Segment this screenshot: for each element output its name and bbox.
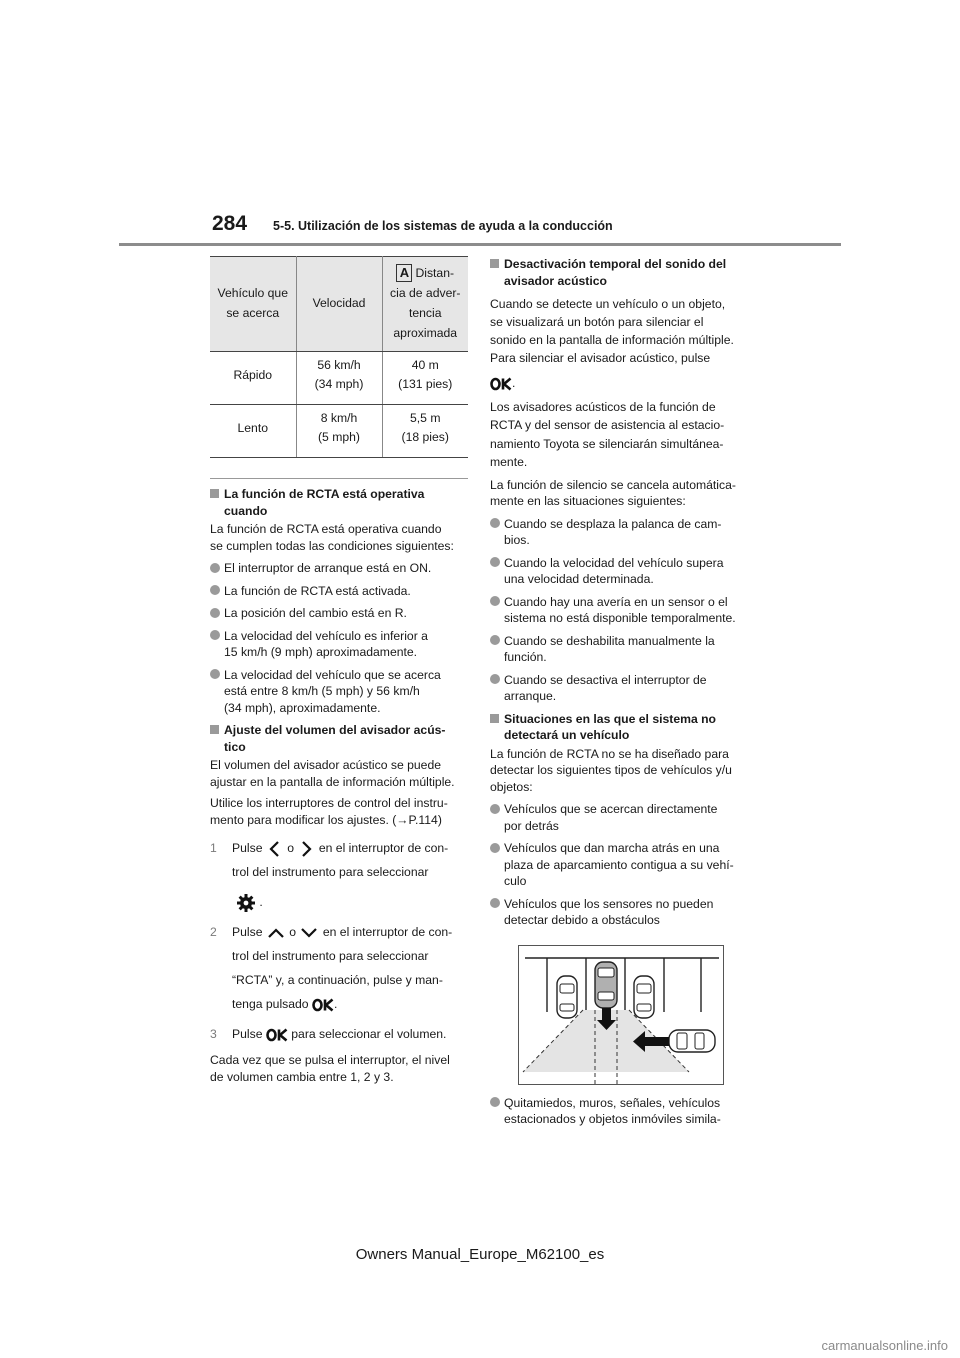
gear-icon [236, 893, 256, 913]
paragraph: La función de RCTA está operativa cuando se cumplen todas las condiciones siguientes: [210, 522, 454, 553]
chevron-left-icon [266, 839, 284, 859]
approaching-car [669, 1030, 715, 1052]
table-header-vehicle: Vehículo que se acerca [210, 257, 296, 352]
bullet-icon [490, 518, 500, 528]
heading-square-icon [210, 725, 219, 734]
list-item: Vehículos que se acercan directamente por detrás [490, 801, 752, 834]
list-item: Cuando hay una avería en un sensor o el sistema no está disponible temporalmente. [490, 594, 752, 627]
table-cell-speed: 8 km/h (5 mph) [296, 405, 382, 458]
list-item: Vehículos que los sensores no pueden detectar debido a obstáculos [490, 896, 752, 929]
heading-rcta-operation: La función de RCTA está operativa cuando [210, 486, 468, 519]
heading-square-icon [210, 489, 219, 498]
list-item: Vehículos que dan marcha atrás en una plaza de aparcamiento contigua a su vehí- culo [490, 840, 752, 890]
bullet-icon [210, 585, 220, 595]
bullet-icon [490, 1097, 500, 1107]
bullet-icon [210, 669, 220, 679]
list-item: Cuando se deshabilita manualmente la función. [490, 633, 752, 666]
bullet-icon [490, 557, 500, 567]
bullet-icon [490, 843, 500, 853]
list-item: La posición del cambio está en R. [210, 605, 468, 622]
watermark[interactable]: carmanualsonline.info [821, 1338, 948, 1353]
list-item: Cuando se desactiva el interruptor de arranque. [490, 672, 752, 705]
step-number: 1 [210, 841, 217, 855]
list-item: Quitamiedos, muros, señales, vehículos estacionados y objetos inmóviles simila- [490, 1095, 752, 1128]
step-number: 3 [210, 1027, 217, 1041]
heading-volume-adjust: Ajuste del volumen del avisador acús- tico [210, 722, 468, 755]
running-head: 5-5. Utilización de los sistemas de ayuda a la conducción [273, 219, 613, 233]
ok-icon [490, 377, 512, 391]
paragraph: El volumen del avisador acústico se puede ajustar en la pantalla de información múltiple. [210, 758, 455, 789]
table-row [210, 352, 468, 405]
list-item: La función de RCTA está activada. [210, 583, 468, 600]
ok-icon [312, 998, 334, 1012]
paragraph: Los avisadores acústicos de la función de RCTA y del sensor de asistencia al estacio- namiento Toyota se silenciarán simultánea- mente. [490, 399, 725, 469]
table-cell-vehicle: Rápido [210, 352, 296, 405]
own-vehicle [595, 962, 617, 1008]
step-number: 2 [210, 925, 217, 939]
parking-diagram-svg [519, 946, 723, 1084]
footer-manual-id: Owners Manual_Europe_M62100_es [355, 1246, 605, 1263]
list-item: Cuando se desplaza la palanca de cam- bios. [490, 516, 752, 549]
table-cell-distance: 5,5 m (18 pies) [382, 405, 468, 458]
section-divider [210, 478, 468, 479]
bullet-icon [490, 898, 500, 908]
bullet-icon [490, 804, 500, 814]
list-item: Cuando la velocidad del vehículo supera una velocidad determinada. [490, 555, 752, 588]
bullet-icon [490, 596, 500, 606]
paragraph: La función de silencio se cancela automática- mente en las situaciones siguientes: [490, 477, 736, 508]
right-column: Desactivación temporal del sonido del avisador acústico Cuando se detecte un vehículo o un objeto, se visualizará un botón para silenciar el sonido en la pantalla de información múltiple. Para silenciar el avisador acústico, pulse . Los avisadores acústicos de la función de RCTA y del sensor de asistencia al estacio- namiento Toyota se silenciarán simultánea- mente. La función de silencio se cancela automática- mente en las situaciones siguientes: Cuando se desplaza la palanca de cam- bios. Cuando la velocidad del vehículo supera una velocidad determinada. Cuando hay una avería en un sensor o el sistema no está disponible temporalmente. Cuando se deshabilita manualmente la función. Cuando se desactiva el interruptor de arranque. Situaciones en las que el sistema no detectará un vehículo La función de RCTA no se ha diseñado para detectar los siguientes tipos de vehículos y/u objetos: Vehículos que se acercan directamente por detrás Vehículos que dan marcha atrás en una plaza de aparcamiento contigua a su vehí- culo Vehículos que los sensores no pueden detectar debido a obstáculos Quitamiedos, muros, señales, vehículos estacionados y objetos inmóviles simila- [490, 256, 752, 1128]
paragraph: Cuando se detecte un vehículo o un objeto, se visualizará un botón para silenciar el sonido en la pantalla de información múltiple. Para silenciar el avisador acústico, pulse [490, 297, 734, 365]
step-2: 2 Pulse o en el interruptor de con- trol del instrumento para seleccionar “RCTA” y, a continuación, pulse y man- tenga pulsado . [210, 920, 468, 1016]
header-rule [119, 243, 841, 246]
left-column [210, 256, 468, 1090]
label-a-box: A [396, 264, 412, 282]
table-cell-distance: 40 m (131 pies) [382, 352, 468, 405]
table-cell-speed: 56 km/h (34 mph) [296, 352, 382, 405]
bullet-icon [490, 674, 500, 684]
list-item: La velocidad del vehículo es inferior a 15 km/h (9 mph) aproximadamente. [210, 628, 468, 661]
heading-square-icon [490, 259, 499, 268]
parked-car-left [557, 976, 577, 1018]
bullet-icon [210, 630, 220, 640]
parking-obstacle-illustration [518, 945, 724, 1085]
page-number: 284 [212, 212, 248, 235]
table-header-distance: A Distan- cia de adver- tencia aproximada [382, 257, 468, 352]
paragraph: Utilice los interruptores de control del instru- mento para modificar los ajustes. (→P.114) [210, 796, 448, 827]
ok-icon [266, 1028, 288, 1042]
warning-distance-table [210, 256, 468, 458]
paragraph: La función de RCTA no se ha diseñado para detectar los siguientes tipos de vehículos y/u objetos: [490, 746, 732, 794]
bullet-icon [210, 608, 220, 618]
chevron-down-icon [299, 925, 319, 941]
step-3: 3 Pulse para seleccionar el volumen. [210, 1022, 468, 1046]
step-1: 1 Pulse o en el interruptor de con- trol del instrumento para seleccionar . [210, 836, 468, 914]
table-header-row [210, 257, 468, 352]
bullet-icon [490, 635, 500, 645]
parked-car-right [634, 976, 654, 1018]
chevron-up-icon [266, 925, 286, 941]
heading-undetected-situations: Situaciones en las que el sistema no detectará un vehículo [490, 711, 752, 744]
table-row [210, 405, 468, 458]
list-item: La velocidad del vehículo que se acerca está entre 8 km/h (5 mph) y 56 km/h (34 mph), aproximadamente. [210, 667, 468, 717]
paragraph: Cada vez que se pulsa el interruptor, el nivel de volumen cambia entre 1, 2 y 3. [210, 1053, 450, 1084]
heading-square-icon [490, 714, 499, 723]
heading-mute-buzzer: Desactivación temporal del sonido del avisador acústico [490, 256, 752, 289]
bullet-icon [210, 563, 220, 573]
list-item: El interruptor de arranque está en ON. [210, 560, 468, 577]
table-header-speed: Velocidad [296, 257, 382, 352]
chevron-right-icon [297, 839, 315, 859]
table-cell-vehicle: Lento [210, 405, 296, 458]
